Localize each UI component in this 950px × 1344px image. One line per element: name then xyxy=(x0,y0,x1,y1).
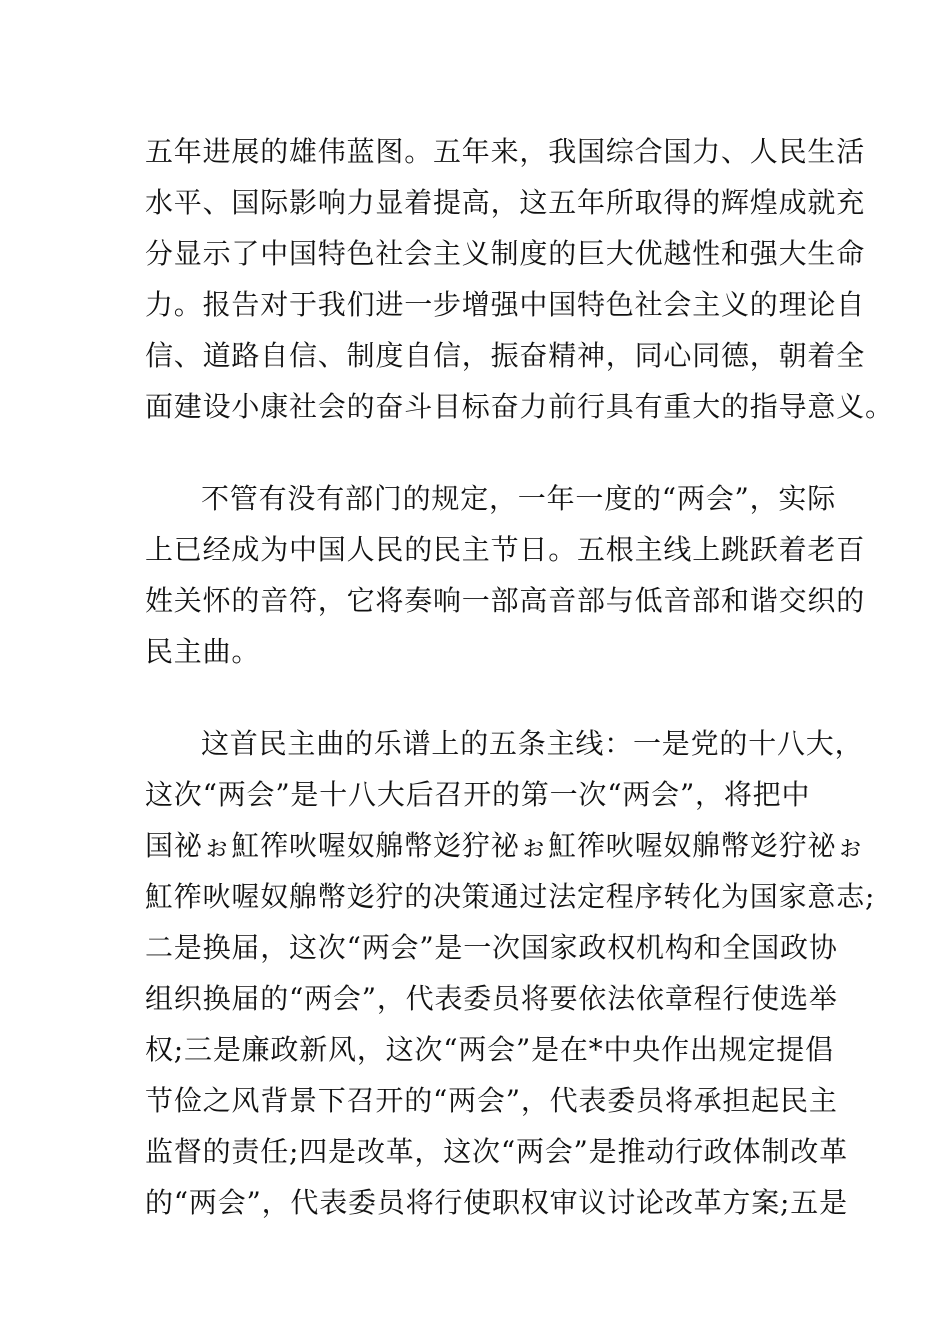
text-line: 五年进展的雄伟蓝图。五年来，我国综合国力、人民生活 xyxy=(145,135,866,168)
text-line: 信、道路自信、制度自信，振奋精神，同心同德，朝着全 xyxy=(145,339,866,372)
text-line: 分显示了中国特色社会主义制度的巨大优越性和强大生命 xyxy=(145,237,866,270)
text-line: 组织换届的“两会”，代表委员将要依法依章程行使选举 xyxy=(145,982,838,1015)
text-line: 上已经成为中国人民的民主节日。五根主线上跳跃着老百 xyxy=(145,533,866,566)
text-line: 水平、国际影响力显着提高，这五年所取得的辉煌成就充 xyxy=(145,186,866,219)
paragraph-1 xyxy=(145,126,894,432)
text-line: 这次“两会”是十八大后召开的第一次“两会”，将把中 xyxy=(145,778,811,811)
text-line: 魟筰吙喔奴艊幣彣狞的决策通过法定程序转化为国家意志; xyxy=(145,880,876,913)
text-line: 力。报告对于我们进一步增强中国特色社会主义的理论自 xyxy=(145,288,866,321)
text-line: 民主曲。 xyxy=(145,635,261,668)
text-line: 姓关怀的音符，它将奏响一部高音部与低音部和谐交织的 xyxy=(145,584,866,617)
text-line: 权;三是廉政新风，这次“两会”是在*中央作出规定提倡 xyxy=(145,1033,834,1066)
text-line: 二是换届，这次“两会”是一次国家政权机构和全国政协 xyxy=(145,931,838,964)
text-line: 国祕ぉ魟筰吙喔奴艊幣彣狞祕ぉ魟筰吙喔奴艊幣彣狞祕ぉ xyxy=(145,829,866,862)
paragraph-2 xyxy=(145,473,866,677)
text-line: 这首民主曲的乐谱上的五条主线：一是党的十八大， xyxy=(201,727,864,760)
text-line: 节俭之风背景下召开的“两会”，代表委员将承担起民主 xyxy=(145,1084,838,1117)
text-line: 监督的责任;四是改革，这次“两会”是推动行政体制改革 xyxy=(145,1135,848,1168)
text-line: 面建设小康社会的奋斗目标奋力前行具有重大的指导意义。 xyxy=(145,390,894,423)
paragraph-3 xyxy=(145,718,876,1228)
text-line: 的“两会”，代表委员将行使职权审议讨论改革方案;五是 xyxy=(145,1186,848,1219)
text-line: 不管有没有部门的规定，一年一度的“两会”，实际 xyxy=(201,482,837,515)
